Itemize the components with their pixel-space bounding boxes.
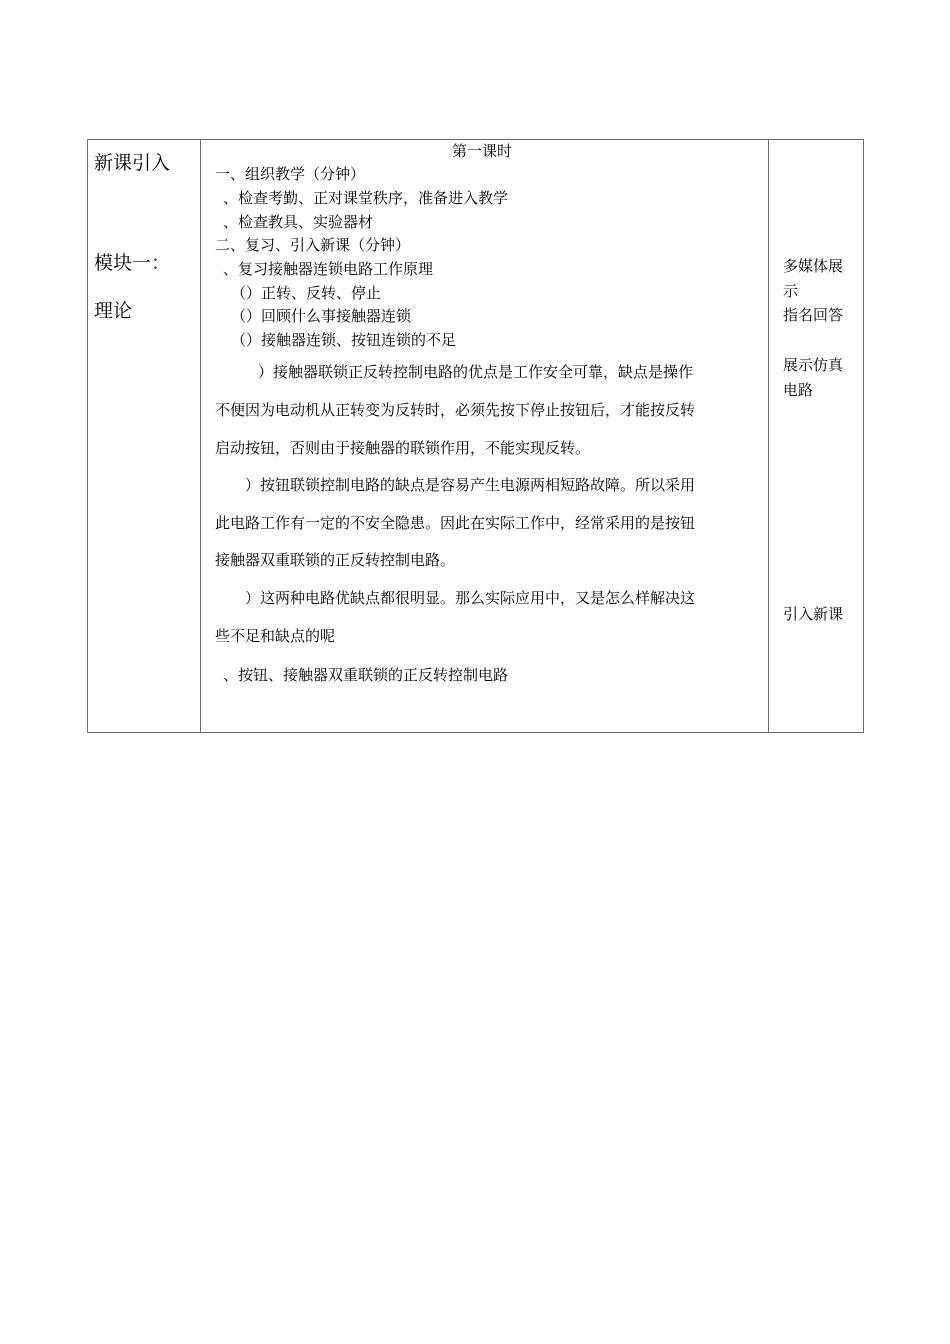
- sub-item-contactor-interlock: （）回顾什么事接触器连锁: [231, 307, 412, 325]
- item-review-principle: 、复习接触器连锁电路工作原理: [223, 260, 434, 278]
- paragraph-line: 启动按钮，否则由于接触器的联锁作用，不能实现反转。: [215, 439, 591, 457]
- paragraph-line: 此电路工作有一定的不安全隐患。因此在实际工作中，经常采用的是按钮: [215, 514, 696, 532]
- paragraph-line: ）按钮联锁控制电路的缺点是容易产生电源两相短路故障。所以采用: [245, 476, 696, 494]
- column-divider-left: [200, 140, 201, 732]
- item-check-attendance: 、检查考勤、正对课堂秩序，准备进入教学: [223, 189, 509, 207]
- paragraph-line: ）接触器联锁正反转控制电路的优点是工作安全可靠，缺点是操作: [258, 363, 694, 381]
- paragraph-line: 接触器双重联锁的正反转控制电路。: [215, 551, 456, 569]
- note-call-on-students: 指名回答: [783, 306, 844, 324]
- lesson-table: [87, 139, 864, 733]
- sub-item-forward-reverse: （）正转、反转、停止: [231, 284, 382, 302]
- module-label: 模块一：: [94, 252, 171, 274]
- note-introduce-new-lesson: 引入新课: [783, 605, 844, 623]
- sub-item-shortcomings: （）接触器连锁、按钮连锁的不足: [231, 331, 457, 349]
- column-divider-right: [768, 140, 769, 732]
- paragraph-line: 不便因为电动机从正转变为反转时，必须先按下停止按钮后，才能按反转: [215, 401, 696, 419]
- topic-label: 理论: [94, 300, 133, 322]
- lesson-title: 第一课时: [452, 142, 513, 160]
- paragraph-line: ）这两种电路优缺点都很明显。那么实际应用中，又是怎么样解决这: [245, 589, 696, 607]
- heading-organize-teaching: 一、组织教学（分钟）: [215, 165, 366, 183]
- note-simulation: 展示仿真: [783, 356, 844, 374]
- note-simulation-cont: 电路: [783, 381, 814, 399]
- section-label: 新课引入: [94, 152, 171, 174]
- note-multimedia-cont: 示: [783, 282, 799, 300]
- note-multimedia: 多媒体展: [783, 257, 844, 275]
- heading-review-intro: 二、复习、引入新课（分钟）: [215, 236, 411, 254]
- paragraph-line: 些不足和缺点的呢: [215, 627, 336, 645]
- item-check-equipment: 、检查教具、实验器材: [223, 213, 374, 231]
- item-dual-interlock-circuit: 、按钮、接触器双重联锁的正反转控制电路: [223, 666, 509, 684]
